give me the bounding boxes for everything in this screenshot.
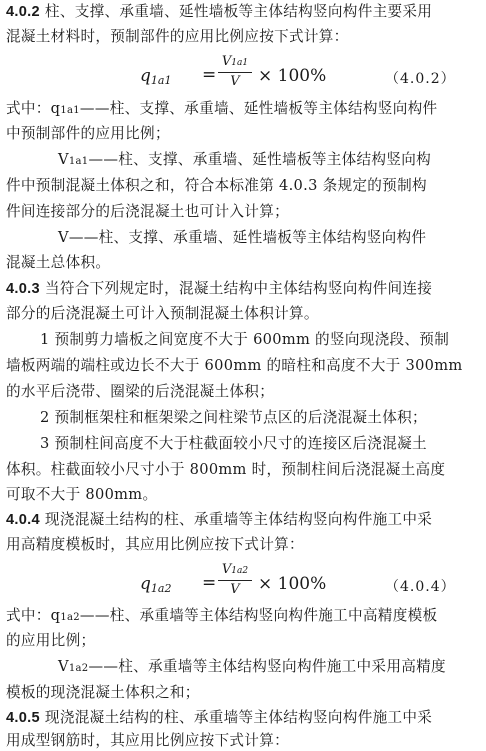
denominator: V bbox=[230, 74, 240, 89]
clause-4-0-3-line-1 bbox=[6, 279, 482, 299]
numerator: V1a2 bbox=[221, 562, 249, 577]
clause-4-0-4-line-1 bbox=[6, 510, 482, 530]
formula-multiplier: × 100% bbox=[258, 574, 327, 594]
where-1-line-6: V——柱、支撑、承重墙、延性墙板等主体结构竖向构件 bbox=[58, 229, 427, 246]
clause-4-0-5-line-2: 用成型钢筋时，其应用比例应按下式计算： bbox=[6, 732, 289, 749]
item-1-line-3: 的水平后浇带、圈梁的后浇混凝土体积； bbox=[6, 383, 275, 400]
where-2-line-1: 式中：q1a2——柱、承重墙等主体结构竖向构件施工中高精度模板 bbox=[6, 607, 438, 624]
where-1-line-7: 混凝土总体积。 bbox=[6, 254, 111, 271]
formula-multiplier: × 100% bbox=[258, 66, 327, 86]
where-1-line-4: 件中预制混凝土体积之和，符合本标准第 4.0.3 条规定的预制构 bbox=[6, 177, 427, 194]
where-1-line-2: 中预制部件的应用比例； bbox=[6, 125, 170, 142]
item-3-line-3: 可取不大于 800mm。 bbox=[6, 486, 158, 503]
where-2-line-3: V1a2——柱、承重墙等主体结构竖向构件施工中采用高精度 bbox=[58, 658, 446, 675]
clause-number: 4.0.5 bbox=[6, 710, 40, 726]
formula-4-0-2 bbox=[0, 54, 486, 94]
item-3-line-2: 体积。柱截面较小尺寸小于 800mm 时，预制柱间后浇混凝土高度 bbox=[6, 461, 446, 478]
clause-4-0-3-line-2: 部分的后浇混凝土可计入预制混凝土体积计算。 bbox=[6, 305, 319, 322]
formula-fraction bbox=[218, 562, 252, 598]
where-2-line-4: 模板的现浇混凝土体积之和； bbox=[6, 684, 200, 701]
formula-lhs: q1a2 bbox=[140, 574, 172, 595]
clause-4-0-4-line-2: 用高精度模板时，其应用比例应按下式计算： bbox=[6, 536, 304, 553]
clause-4-0-2-line-2: 混凝土材料时，预制部件的应用比例应按下式计算： bbox=[6, 28, 349, 45]
where-1-line-1: 式中：q1a1——柱、支撑、承重墙、延性墙板等主体结构竖向构件 bbox=[6, 100, 438, 117]
clause-text: 当符合下列规定时，混凝土结构中主体结构竖向构件间连接 bbox=[44, 280, 433, 297]
fraction-bar bbox=[218, 72, 252, 73]
equals-sign: = bbox=[202, 573, 217, 593]
equation-number: （4.0.2） bbox=[385, 71, 456, 87]
clause-text: 柱、支撑、承重墙、延性墙板等主体结构竖向构件主要采用 bbox=[44, 3, 433, 20]
clause-number: 4.0.3 bbox=[6, 281, 40, 297]
clause-text: 现浇混凝土结构的柱、承重墙等主体结构竖向构件施工中采 bbox=[44, 709, 433, 726]
equals-sign: = bbox=[202, 65, 217, 85]
clause-4-0-2-line-1 bbox=[6, 2, 482, 22]
clause-4-0-5-line-1 bbox=[6, 708, 482, 728]
clause-text: 现浇混凝土结构的柱、承重墙等主体结构竖向构件施工中采 bbox=[44, 511, 433, 528]
formula-lhs: q1a1 bbox=[140, 66, 172, 87]
formula-fraction bbox=[218, 54, 252, 90]
clause-number: 4.0.4 bbox=[6, 512, 40, 528]
equation-number: （4.0.4） bbox=[385, 579, 456, 595]
item-2: 2 预制框架柱和框架梁之间柱梁节点区的后浇混凝土体积； bbox=[40, 409, 427, 426]
fraction-bar bbox=[218, 580, 252, 581]
where-2-line-2: 的应用比例； bbox=[6, 632, 96, 649]
item-1-line-1: 1 预制剪力墙板之间宽度不大于 600mm 的竖向现浇段、预制 bbox=[40, 331, 450, 348]
where-1-line-5: 件间连接部分的后浇混凝土也可计入计算； bbox=[6, 203, 289, 220]
where-1-line-3: V1a1——柱、支撑、承重墙、延性墙板等主体结构竖向构 bbox=[58, 151, 431, 168]
clause-number: 4.0.2 bbox=[6, 4, 40, 20]
denominator: V bbox=[230, 582, 240, 597]
item-1-line-2: 墙板两端的端柱或边长不大于 600mm 的暗柱和高度不大于 300mm bbox=[6, 357, 463, 374]
item-3-line-1: 3 预制柱间高度不大于柱截面较小尺寸的连接区后浇混凝土 bbox=[40, 435, 427, 452]
formula-4-0-4 bbox=[0, 562, 486, 602]
numerator: V1a1 bbox=[221, 54, 249, 69]
